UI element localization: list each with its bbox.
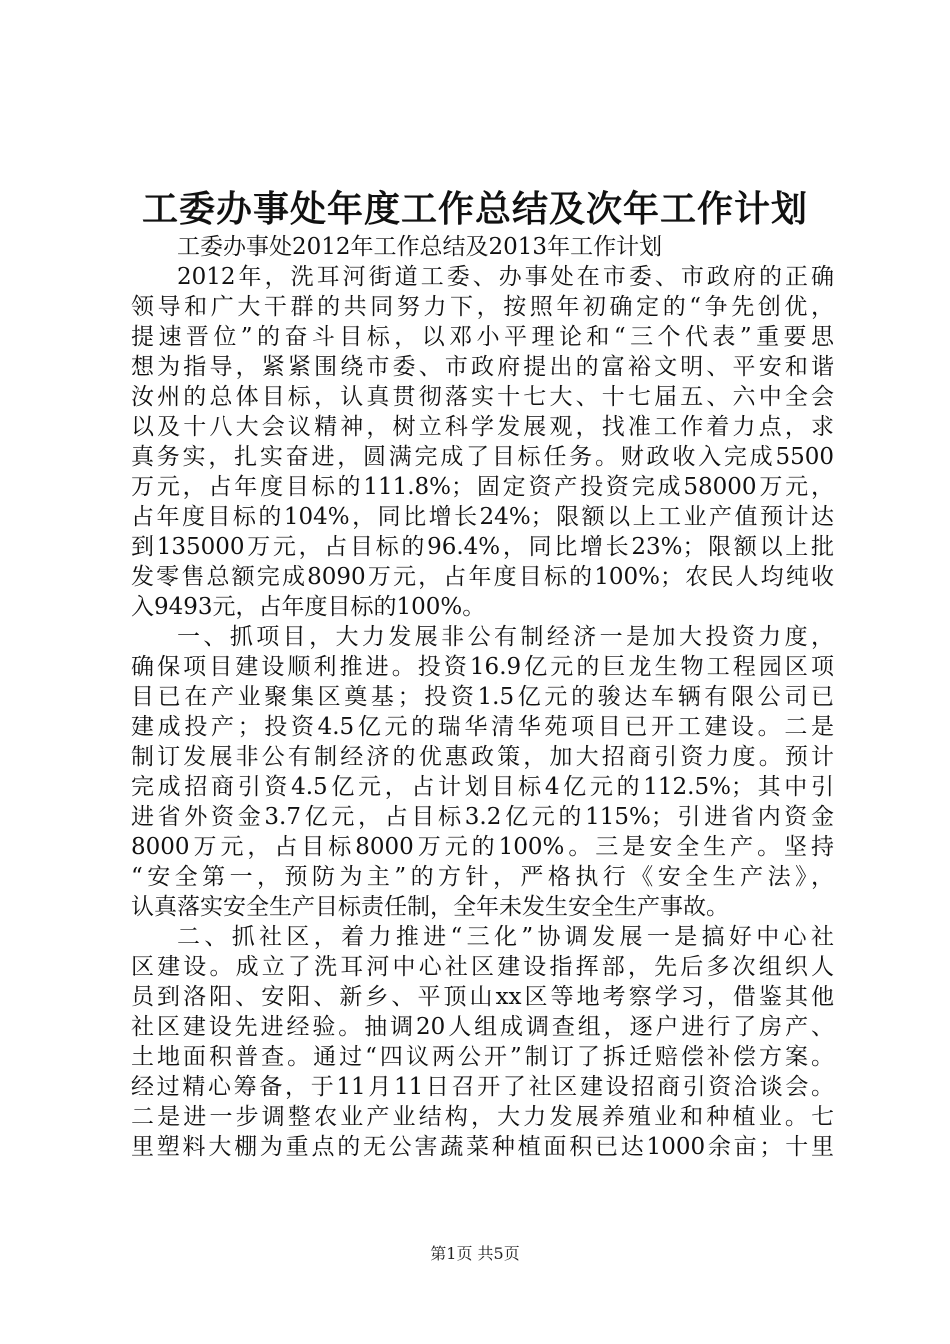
body-line: 建成投产；投资4.5亿元的瑞华清华苑项目已开工建设。二是 [131,714,834,740]
body-line: 到135000万元，占目标的96.4%，同比增长23%；限额以上批 [131,534,834,560]
body-line: 占年度目标的104%，同比增长24%；限额以上工业产值预计达 [131,504,834,530]
body-line: 认真落实安全生产目标责任制，全年未发生安全生产事故。 [131,894,729,920]
body-line: 一、抓项目，大力发展非公有制经济一是加大投资力度， [177,624,834,650]
body-line: “安全第一，预防为主”的方针，严格执行《安全生产法》， [131,864,834,890]
body-line: 确保项目建设顺利推进。投资16.9亿元的巨龙生物工程园区项 [131,654,834,680]
body-line: 真务实，扎实奋进，圆满完成了目标任务。财政收入完成5500 [131,444,834,470]
body-line: 领导和广大干群的共同努力下，按照年初确定的“争先创优， [131,294,834,320]
body-line: 想为指导，紧紧围绕市委、市政府提出的富裕文明、平安和谐 [131,354,834,380]
page-footer: 第1页 共5页 [430,1244,520,1263]
body-line: 社区建设先进经验。抽调20人组成调查组，逐户进行了房产、 [131,1014,834,1040]
body-line: 区建设。成立了洗耳河中心社区建设指挥部，先后多次组织人 [131,954,834,980]
body-line: 目已在产业聚集区奠基；投资1.5亿元的骏达车辆有限公司已 [131,684,834,710]
body-line: 发零售总额完成8090万元，占年度目标的100%；农民人均纯收 [131,564,834,590]
body-line: 制订发展非公有制经济的优惠政策，加大招商引资力度。预计 [131,744,834,770]
body-line: 进省外资金3.7亿元，占目标3.2亿元的115%；引进省内资金 [131,804,834,830]
document-title: 工委办事处年度工作总结及次年工作计划 [141,188,808,230]
body-line: 8000万元，占目标8000万元的100%。三是安全生产。坚持 [131,834,834,860]
document-body [131,232,834,1162]
body-line: 2012年，洗耳河街道工委、办事处在市委、市政府的正确 [177,264,834,290]
body-line: 完成招商引资4.5亿元，占计划目标4亿元的112.5%；其中引 [131,774,834,800]
body-line: 汝州的总体目标，认真贯彻落实十七大、十七届五、六中全会 [131,384,834,410]
body-line: 以及十八大会议精神，树立科学发展观，找准工作着力点，求 [131,414,834,440]
body-line: 经过精心筹备，于11月11日召开了社区建设招商引资洽谈会。 [131,1074,834,1100]
body-line: 里塑料大棚为重点的无公害蔬菜种植面积已达1000余亩；十里 [131,1134,834,1160]
body-line: 入9493元，占年度目标的100%。 [131,594,486,620]
body-line: 二是进一步调整农业产业结构，大力发展养殖业和种植业。七 [131,1104,834,1130]
body-line: 员到洛阳、安阳、新乡、平顶山xx区等地考察学习，借鉴其他 [131,984,834,1010]
body-line: 土地面积普查。通过“四议两公开”制订了拆迁赔偿补偿方案。 [131,1044,834,1070]
body-line: 万元，占年度目标的111.8%；固定资产投资完成58000万元， [131,474,834,500]
body-line: 工委办事处2012年工作总结及2013年工作计划 [177,234,663,260]
body-line: 二、抓社区，着力推进“三化”协调发展一是搞好中心社 [177,924,834,950]
body-line: 提速晋位”的奋斗目标，以邓小平理论和“三个代表”重要思 [131,324,834,350]
